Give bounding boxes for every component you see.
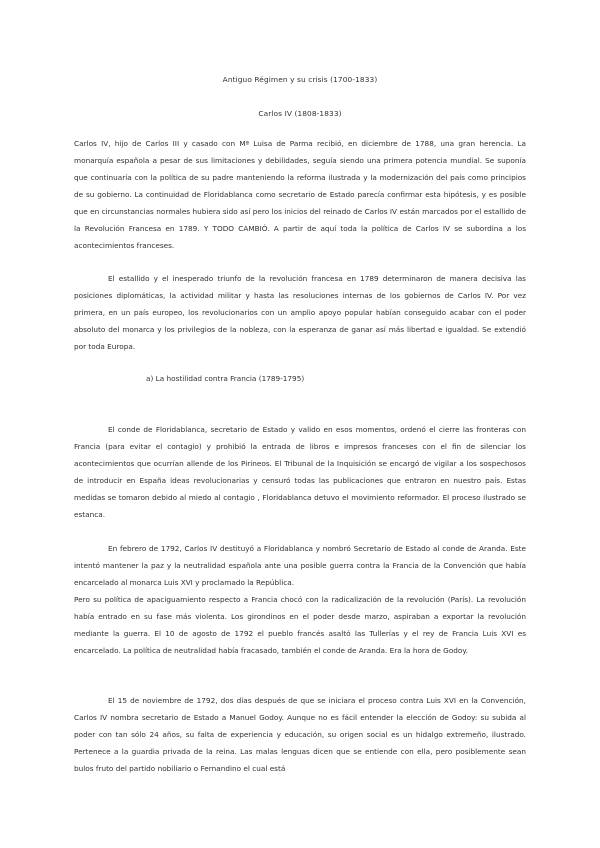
document-title: Antiguo Régimen y su crisis (1700-1833) [222, 75, 378, 84]
paragraph-text: El estallido y el inesperado triunfo de la revolución francesa en 1789 determinaron de manera decisiva las posiciones diplomáticas, la actividad militar y hasta las resoluciones internas de los gobiernos de Carlos IV. Por vez primera, en un país europeo, los revolucionarios con un amplio apoyo popular habían conseguido acabar con el poder absoluto del monarca y los privilegios de la nobleza, con la esperanza de ganar así más libertad e igualdad. Se extendió por toda Europa. [74, 274, 526, 351]
paragraph-3 [74, 421, 526, 523]
paragraph-text: Pero su política de apaciguamiento respecto a Francia chocó con la radicalización de la revolución (París). La revolución había entrado en su fase más violenta. Los girondinos en el poder desde marzo, aspiraban a exportar la revolución mediante la guerra. El 10 de agosto de 1792 el pueblo francés asaltó las Tullerías y el rey de Francia Luis XVI es encarcelado. La política de neutralidad había fracasado, también el conde de Aranda. Era la hora de Godoy. [74, 595, 526, 655]
paragraph-text: El conde de Floridablanca, secretario de Estado y valido en esos momentos, ordenó el cierre las fronteras con Francia (para evitar el contagio) y prohibió la entrada de libros e impresos franceses con el fin de silenciar los acontecimientos que ocurrían allende de los Pirineos. El Tribunal de la Inquisición se encargó de vigilar a los sospechosos de introducir en España ideas revolucionarias y censuró todas las publicaciones que entraron en nuestro país. Estas medidas se tomaron debido al miedo al contagio , Floridablanca detuvo el movimiento reformador. El proceso ilustrado se estanca. [74, 425, 526, 519]
document-subtitle: Carlos IV (1808-1833) [258, 109, 342, 118]
paragraph-text: El 15 de noviembre de 1792, dos días después de que se iniciara el proceso contra Luis XVI en la Convención, Carlos IV nombra secretario de Estado a Manuel Godoy. Aunque no es fácil entender la elección de Godoy: su subida al poder con tan sólo 24 años, su falta de experiencia y educación, su origen social es un hidalgo extremeño, ilustrado. Pertenece a la guardia privada de la reina. Las malas lenguas dicen que se entiende con ella, pero posiblemente sean bulos fruto del partido nobiliario o Fernandino el cual está [74, 696, 526, 773]
paragraph-5 [74, 692, 526, 777]
paragraph-text: Carlos IV, hijo de Carlos III y casado con Mª Luisa de Parma recibió, en diciembre de 1788, una gran herencia. La monarquía española a pesar de sus limitaciones y debilidades, seguía siendo una primera potencia mundial. Se suponía que continuaría con la política de su padre manteniendo la reforma ilustrada y la modernización del país como principios de su gobierno. La continuidad de Floridablanca como secretario de Estado parecía confirmar esta hipótesis, y es posible que en circunstancias normales hubiera sido así pero los inicios del reinado de Carlos IV están marcados por el estallido de la Revolución Francesa en 1789. Y TODO CAMBIÓ. A partir de aquí toda la política de Carlos IV se subordina a los acontecimientos franceses. [74, 139, 526, 250]
paragraph-4 [74, 540, 526, 659]
paragraph-text: En febrero de 1792, Carlos IV destituyó a Floridablanca y nombró Secretario de Estado al conde de Aranda. Este intentó mantener la paz y la neutralidad española ante una posible guerra contra la Francia de la Convención que había encarcelado al monarca Luis XVI y proclamado la República. [74, 544, 526, 587]
paragraph-1 [74, 135, 526, 254]
paragraph-2 [74, 270, 526, 355]
section-heading: a) La hostilidad contra Francia (1789-1795) [146, 374, 305, 383]
